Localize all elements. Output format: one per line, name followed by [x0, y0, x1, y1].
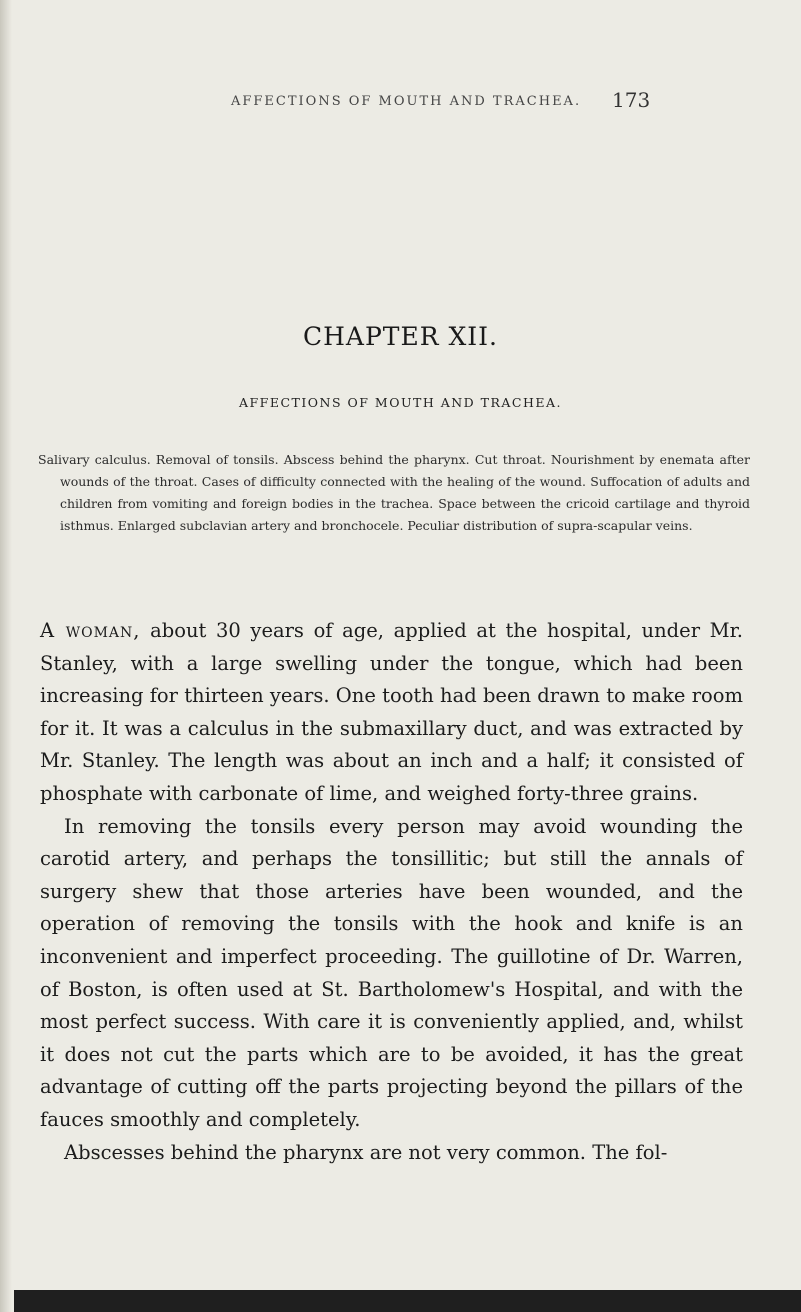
paragraph-3: Abscesses behind the pharynx are not very common. The fol- [64, 1140, 668, 1164]
chapter-heading: CHAPTER XII. [303, 322, 498, 351]
scan-bottom-edge [14, 1290, 801, 1312]
paragraph-2: In removing the tonsils every person may avoid wounding the carotid artery, and perhaps the tonsillitic; but still the annals of surgery shew that those arteries have been wounded, and the operation of removing the tonsils with the hook and knife is an inconvenient and imperfect proceeding. The guillotine of Dr. Warren, of Boston, is often used at St. Bartholomew's Hospital, and with the most perfect success. With care it is conveniently applied, and, whilst it does not cut the parts which are to be avoided, it has the great advantage of cutting off the parts projecting beyond the pillars of the fauces smoothly and completely. [40, 814, 743, 1131]
page-edge-shadow [0, 0, 12, 1312]
page-number: 173 [612, 88, 651, 112]
running-head-title: AFFECTIONS OF MOUTH AND TRACHEA. [231, 94, 582, 109]
chapter-summary-text: Salivary calculus. Removal of tonsils. Abscess behind the pharynx. Cut throat. Nourishment by enemata after wounds of the throat. Cases of difficulty connected with the healing of the wound. Suffocation of adults and children from vomiting and foreign bodies in the trachea. Space between the cricoid cartilage and thyroid isthmus. Enlarged subclavian artery and bronchocele. Peculiar distribution of supra-scapular veins. [38, 452, 750, 533]
chapter-subtitle: AFFECTIONS OF MOUTH AND TRACHEA. [238, 395, 563, 410]
paragraph-1-lead: A woman, [40, 619, 141, 642]
paragraph-1-text: about 30 years of age, applied at the hospital, under Mr. Stanley, with a large swelling under the tongue, which had been increasing for thirteen years. One tooth had been drawn to make room for it. It was a calculus in the submaxillary duct, and was extracted by Mr. Stanley. The length was about an inch and a half; it consisted of phosphate with carbonate of lime, and weighed forty-three grains. [40, 619, 743, 805]
chapter-summary [38, 449, 750, 537]
running-head [0, 88, 801, 118]
paragraph-1 [40, 615, 743, 811]
body-text [40, 615, 743, 1169]
